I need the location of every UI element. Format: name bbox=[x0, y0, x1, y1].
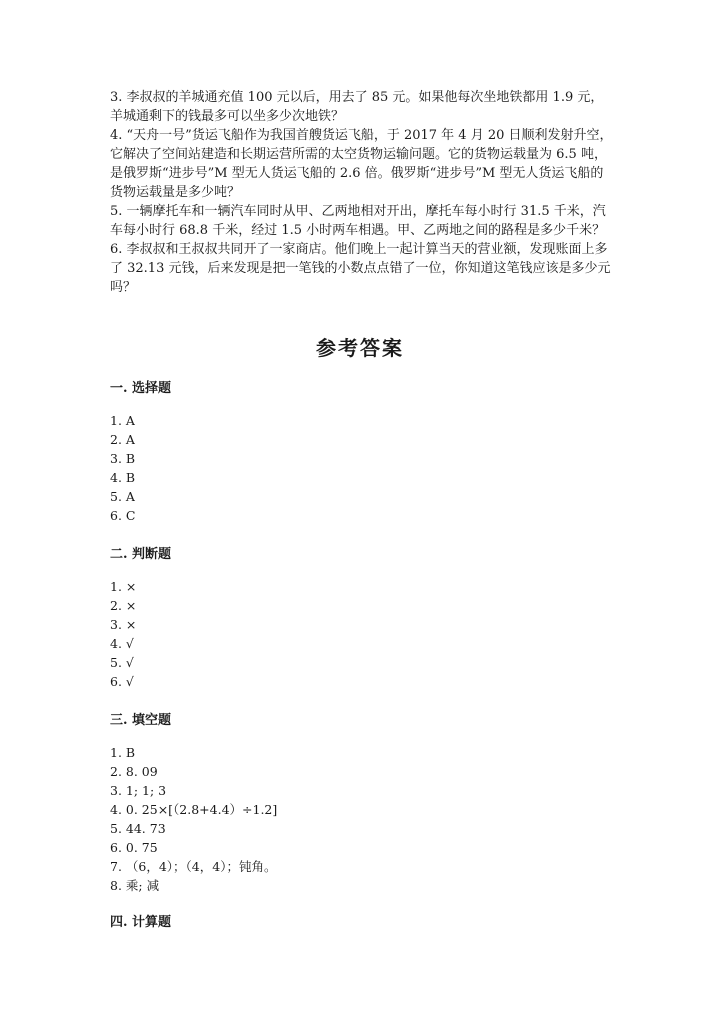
answers-title: 参考答案 bbox=[316, 336, 404, 360]
answer-item: 4. √ bbox=[110, 636, 134, 651]
answer-item: 7. （6，4）；（4，4）；钝角。 bbox=[110, 859, 277, 874]
answer-item: 3. × bbox=[110, 617, 137, 632]
problem-3: 3. 李叔叔的羊城通充值 100 元以后，用去了 85 元。如果他每次坐地铁都用 1.9 元，羊城通剩下的钱最多可以坐多少次地铁？ bbox=[110, 90, 604, 124]
word-problems bbox=[110, 88, 615, 297]
section-title-judgement: 二. 判断题 bbox=[110, 547, 172, 562]
answer-item: 1. × bbox=[110, 579, 137, 594]
answer-item: 6. √ bbox=[110, 674, 134, 689]
fill-blank-answers bbox=[110, 743, 277, 895]
answer-item: 1. A bbox=[110, 413, 135, 428]
section-title-fill-blank: 三. 填空题 bbox=[110, 713, 172, 728]
answer-item: 4. B bbox=[110, 470, 136, 485]
problem-5: 5. 一辆摩托车和一辆汽车同时从甲、乙两地相对开出，摩托车每小时行 31.5 千米，汽车每小时行 68.8 千米，经过 1.5 小时两车相遇。甲、乙两地之间的路程是多少千米？ bbox=[110, 204, 606, 238]
answer-item: 6. C bbox=[110, 508, 136, 523]
problem-6: 6. 李叔叔和王叔叔共同开了一家商店。他们晚上一起计算当天的营业额，发现账面上多了 32.13 元钱，后来发现是把一笔钱的小数点点错了一位，你知道这笔钱应该是多少元吗？ bbox=[110, 242, 611, 295]
section-title-calculation: 四. 计算题 bbox=[110, 915, 172, 930]
answer-item: 5. √ bbox=[110, 655, 134, 670]
answer-item: 2. 8. 09 bbox=[110, 764, 158, 779]
answer-item: 2. A bbox=[110, 432, 135, 447]
answer-item: 3. B bbox=[110, 451, 136, 466]
choice-answers bbox=[110, 411, 135, 525]
answer-item: 4. 0. 25×[（2.8+4.4）÷1.2] bbox=[110, 802, 278, 817]
answer-item: 5. 44. 73 bbox=[110, 821, 166, 836]
judgement-answers bbox=[110, 577, 136, 691]
section-title-choice: 一. 选择题 bbox=[110, 381, 172, 396]
problem-4: 4. “天舟一号”货运飞船作为我国首艘货运飞船，于 2017 年 4 月 20 日顺利发射升空，它解决了空间站建造和长期运营所需的太空货物运输问题。它的货物运载量为 6.5 吨，是俄罗斯“进步号”M 型无人货运飞船的 2.6 倍。俄罗斯“进步号”M 型无人货运飞船的货物运载量是多少吨？ bbox=[110, 128, 613, 200]
answer-item: 2. × bbox=[110, 598, 137, 613]
answer-item: 6. 0. 75 bbox=[110, 840, 158, 855]
answer-item: 8. 乘; 减 bbox=[110, 878, 160, 893]
answer-item: 3. 1; 1; 3 bbox=[110, 783, 167, 798]
answer-item: 1. B bbox=[110, 745, 136, 760]
answer-item: 5. A bbox=[110, 489, 135, 504]
